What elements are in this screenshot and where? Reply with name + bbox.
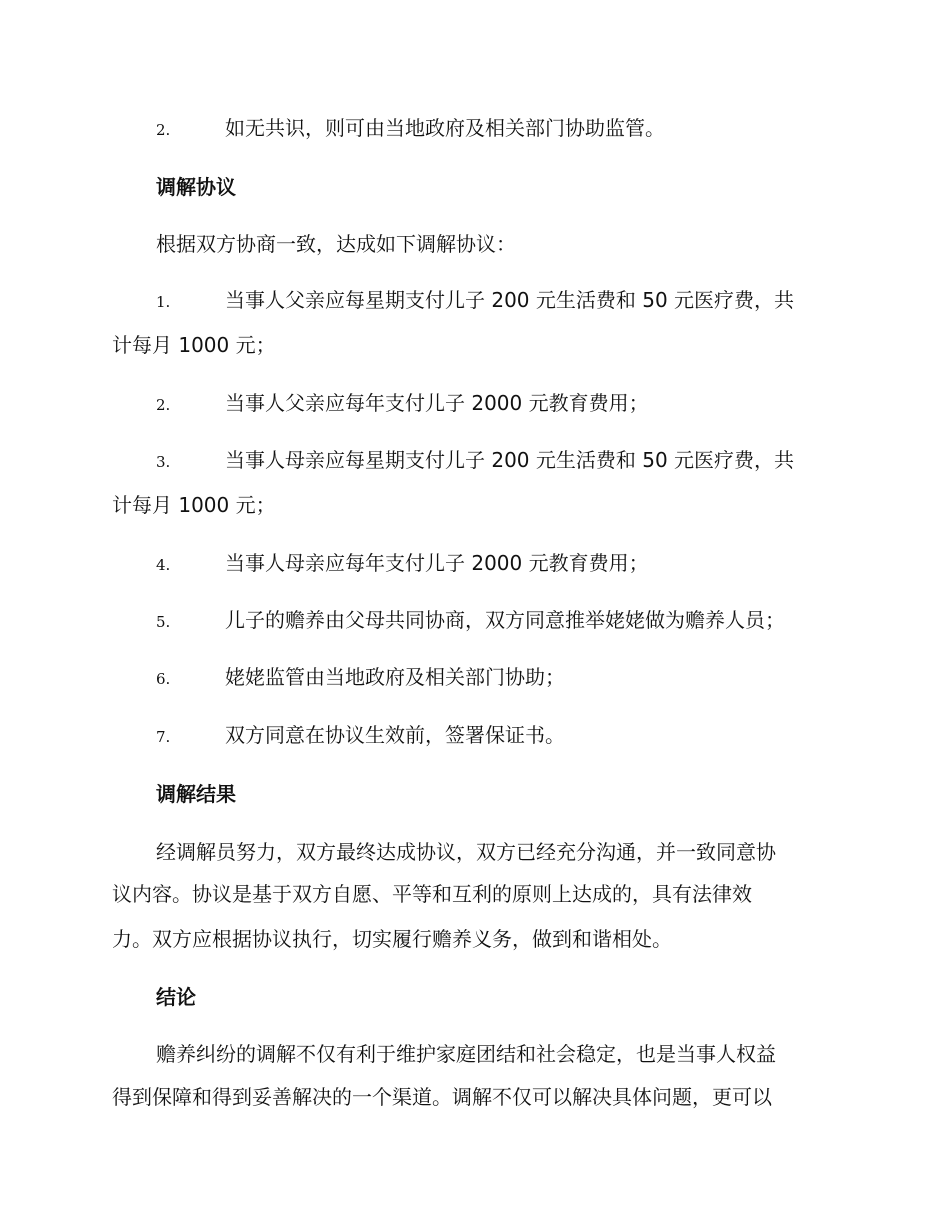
list-number: 7. bbox=[156, 728, 171, 746]
list-item-text: 当事人父亲应每星期支付儿子 200 元生活费和 50 元医疗费，共 bbox=[225, 288, 795, 312]
list-item-text: 当事人母亲应每星期支付儿子 200 元生活费和 50 元医疗费，共 bbox=[225, 448, 795, 472]
paragraph-line: 得到保障和得到妥善解决的一个渠道。调解不仅可以解决具体问题，更可以 bbox=[112, 1085, 772, 1109]
list-item-text: 儿子的赡养由父母共同协商，双方同意推举姥姥做为赡养人员； bbox=[225, 608, 785, 632]
paragraph-line: 经调解员努力，双方最终达成协议，双方已经充分沟通，并一致同意协 bbox=[156, 840, 776, 864]
section-heading-result: 调解结果 bbox=[156, 782, 236, 806]
section-heading-agreement: 调解协议 bbox=[156, 175, 236, 199]
list-item-text: 如无共识，则可由当地政府及相关部门协助监管。 bbox=[225, 116, 665, 140]
paragraph-line: 力。双方应根据协议执行，切实履行赡养义务，做到和谐相处。 bbox=[112, 927, 672, 951]
paragraph-line: 议内容。协议是基于双方自愿、平等和互利的原则上达成的，具有法律效 bbox=[112, 882, 752, 906]
list-item-continuation: 计每月 1000 元； bbox=[112, 493, 276, 517]
list-number: 6. bbox=[156, 670, 171, 688]
list-item-text: 当事人母亲应每年支付儿子 2000 元教育费用； bbox=[225, 551, 649, 575]
list-item-text: 姥姥监管由当地政府及相关部门协助； bbox=[225, 665, 565, 689]
list-number: 5. bbox=[156, 613, 171, 631]
list-number: 2. bbox=[156, 121, 171, 139]
list-number: 2. bbox=[156, 396, 171, 414]
list-item-continuation: 计每月 1000 元； bbox=[112, 333, 276, 357]
list-item-text: 当事人父亲应每年支付儿子 2000 元教育费用； bbox=[225, 391, 649, 415]
list-number: 1. bbox=[156, 293, 171, 311]
section-heading-conclusion: 结论 bbox=[156, 985, 196, 1009]
list-number: 4. bbox=[156, 556, 171, 574]
agreement-intro: 根据双方协商一致，达成如下调解协议： bbox=[156, 232, 516, 256]
list-item-text: 双方同意在协议生效前，签署保证书。 bbox=[225, 723, 565, 747]
list-number: 3. bbox=[156, 453, 171, 471]
paragraph-line: 赡养纠纷的调解不仅有利于维护家庭团结和社会稳定，也是当事人权益 bbox=[156, 1042, 776, 1066]
